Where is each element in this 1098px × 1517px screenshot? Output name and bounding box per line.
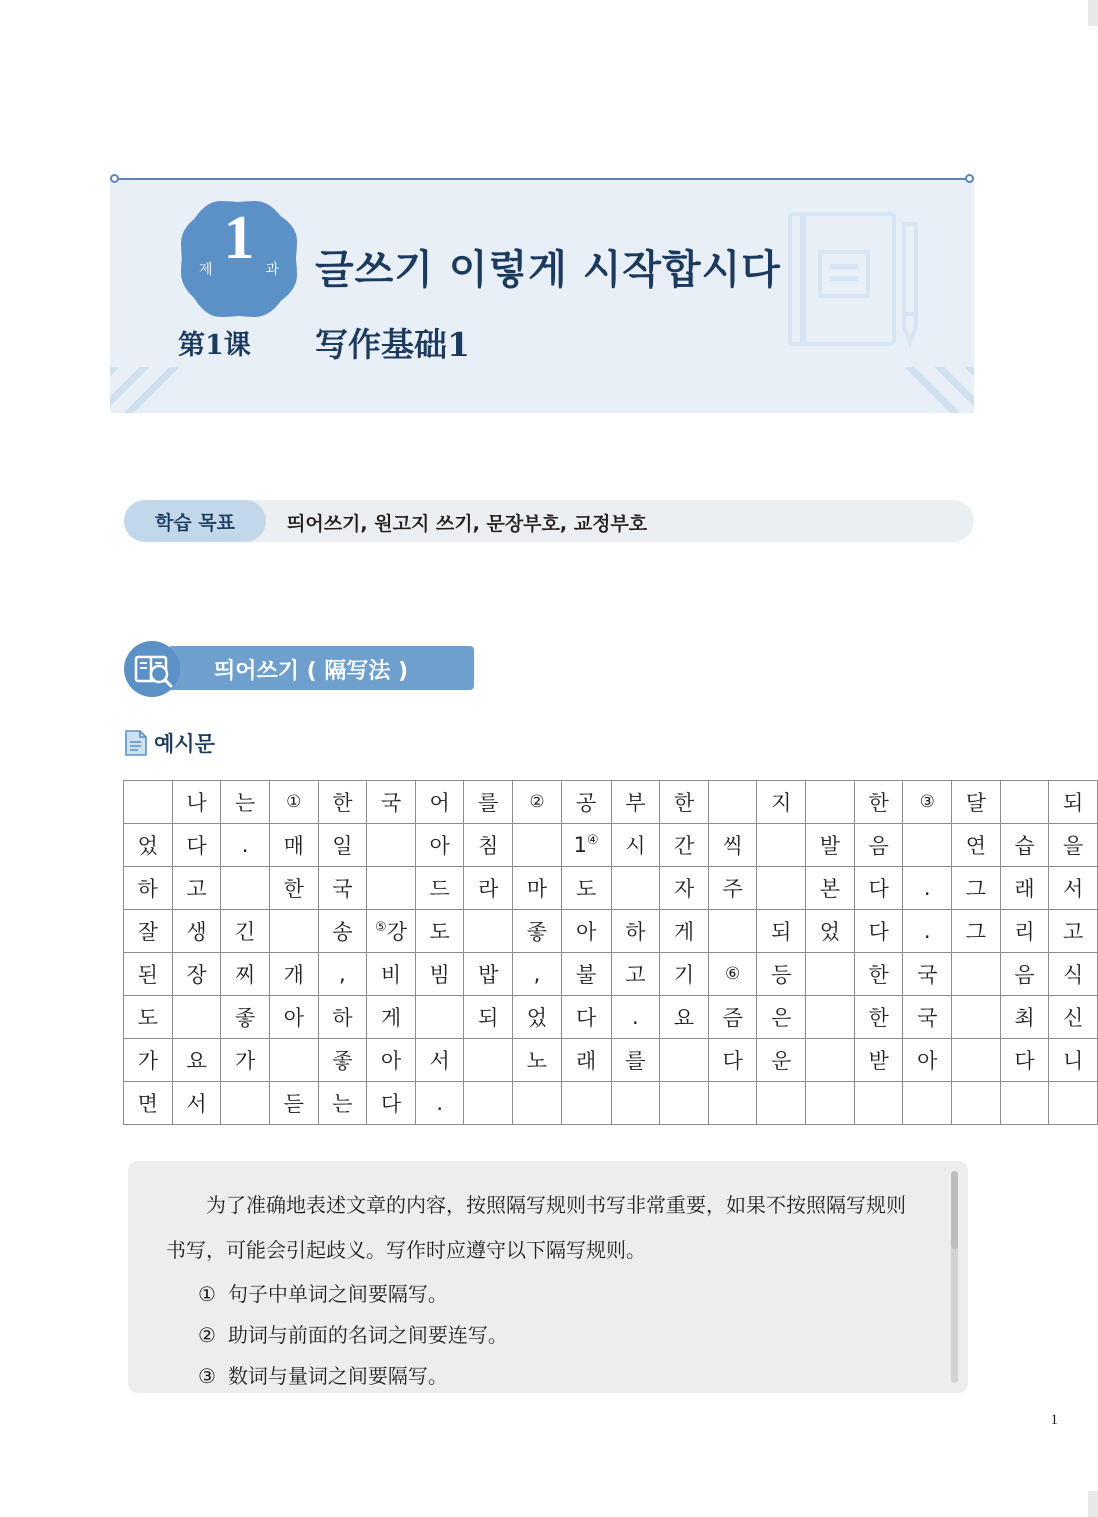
page-title: 글쓰기 이렇게 시작합시다 <box>315 247 781 293</box>
manuscript-cell[interactable]: 음 <box>854 824 903 867</box>
manuscript-cell[interactable]: 었 <box>513 996 562 1039</box>
manuscript-cell[interactable]: 잘 <box>124 910 173 953</box>
objective-text: 띄어쓰기, 원고지 쓰기, 문장부호, 교정부호 <box>287 513 648 535</box>
manuscript-cell[interactable]: 장 <box>172 953 221 996</box>
manuscript-cell[interactable]: 지 <box>757 781 806 824</box>
manuscript-cell[interactable]: 그 <box>952 910 1001 953</box>
manuscript-cell[interactable]: 하 <box>611 910 660 953</box>
manuscript-cell[interactable]: ② <box>513 781 562 824</box>
manuscript-cell[interactable] <box>464 1039 513 1082</box>
manuscript-cell[interactable]: 일 <box>318 824 367 867</box>
manuscript-cell[interactable]: . <box>903 867 952 910</box>
manuscript-cell[interactable]: 고 <box>1049 910 1098 953</box>
manuscript-cell[interactable]: 래 <box>1000 867 1049 910</box>
manuscript-cell[interactable]: 좋 <box>513 910 562 953</box>
manuscript-cell[interactable]: 되 <box>1049 781 1098 824</box>
manuscript-cell[interactable] <box>952 953 1001 996</box>
manuscript-cell[interactable] <box>221 867 270 910</box>
manuscript-cell[interactable] <box>561 1082 611 1125</box>
manuscript-cell[interactable] <box>1049 1082 1098 1125</box>
manuscript-cell[interactable]: 연 <box>952 824 1001 867</box>
manuscript-cell[interactable] <box>1000 1082 1049 1125</box>
manuscript-cell[interactable]: 비 <box>367 953 416 996</box>
manuscript-cell[interactable]: 를 <box>611 1039 660 1082</box>
manuscript-cell[interactable]: 신 <box>1049 996 1098 1039</box>
corner-ornament-right <box>896 367 974 413</box>
manuscript-cell[interactable]: 찌 <box>221 953 270 996</box>
manuscript-cell[interactable]: 부 <box>611 781 660 824</box>
lesson-banner <box>110 178 974 413</box>
manuscript-cell[interactable]: 송 <box>318 910 367 953</box>
manuscript-body <box>124 781 1098 1125</box>
manuscript-cell[interactable]: 한 <box>854 781 903 824</box>
manuscript-cell[interactable]: 나 <box>172 781 221 824</box>
manuscript-cell[interactable]: 은 <box>757 996 806 1039</box>
manuscript-cell[interactable]: . <box>221 824 270 867</box>
manuscript-cell[interactable] <box>708 1082 757 1125</box>
manuscript-cell[interactable]: 개 <box>269 953 318 996</box>
learning-objective-bar <box>124 500 974 542</box>
manuscript-cell[interactable]: 식 <box>1049 953 1098 996</box>
manuscript-cell[interactable] <box>513 824 562 867</box>
manuscript-cell[interactable]: 는 <box>221 781 270 824</box>
manuscript-cell[interactable]: 하 <box>124 867 173 910</box>
manuscript-cell[interactable] <box>952 1082 1001 1125</box>
note-rule-item <box>198 1274 938 1315</box>
manuscript-cell[interactable]: 밥 <box>464 953 513 996</box>
section-heading-label: 띄어쓰기 ( 隔写法 ) <box>214 659 409 684</box>
manuscript-cell[interactable] <box>952 1039 1001 1082</box>
manuscript-cell[interactable]: 국 <box>318 867 367 910</box>
manuscript-cell[interactable]: 다 <box>708 1039 757 1082</box>
manuscript-cell[interactable] <box>854 1082 903 1125</box>
manuscript-cell[interactable] <box>269 1039 318 1082</box>
manuscript-cell[interactable]: 국 <box>903 996 952 1039</box>
manuscript-cell[interactable]: 그 <box>952 867 1001 910</box>
manuscript-cell[interactable]: 라 <box>464 867 513 910</box>
manuscript-cell[interactable]: 듣 <box>269 1082 318 1125</box>
manuscript-row <box>124 1082 1098 1125</box>
manuscript-cell[interactable]: 달 <box>952 781 1001 824</box>
manuscript-cell[interactable]: ③ <box>903 781 952 824</box>
manuscript-cell[interactable]: 간 <box>660 824 709 867</box>
manuscript-cell[interactable]: 는 <box>318 1082 367 1125</box>
manuscript-cell[interactable] <box>806 1082 855 1125</box>
manuscript-cell[interactable]: 한 <box>269 867 318 910</box>
manuscript-cell[interactable]: 었 <box>806 910 855 953</box>
manuscript-cell[interactable]: 고 <box>172 867 221 910</box>
manuscript-cell[interactable]: 다 <box>561 996 611 1039</box>
lesson-number: 1 <box>223 204 255 272</box>
manuscript-cell[interactable]: 가 <box>221 1039 270 1082</box>
note-rule-marker: ② <box>198 1323 216 1347</box>
manuscript-cell[interactable]: 씩 <box>708 824 757 867</box>
manuscript-cell[interactable] <box>611 867 660 910</box>
manuscript-cell[interactable]: , <box>513 953 562 996</box>
manuscript-row <box>124 824 1098 867</box>
manuscript-cell[interactable]: 1④ <box>561 824 611 867</box>
manuscript-cell[interactable]: 서 <box>415 1039 464 1082</box>
manuscript-cell[interactable]: 아 <box>367 1039 416 1082</box>
manuscript-cell[interactable] <box>660 1082 709 1125</box>
manuscript-cell[interactable]: 한 <box>854 996 903 1039</box>
manuscript-cell[interactable]: 빔 <box>415 953 464 996</box>
manuscript-cell[interactable] <box>708 910 757 953</box>
banner-dot-left-icon <box>110 174 119 183</box>
manuscript-cell[interactable]: , <box>318 953 367 996</box>
manuscript-cell[interactable]: 한 <box>854 953 903 996</box>
note-rule-item <box>198 1356 938 1397</box>
note-rule-marker: ③ <box>198 1364 216 1388</box>
manuscript-cell[interactable]: 한 <box>660 781 709 824</box>
manuscript-cell[interactable]: 도 <box>415 910 464 953</box>
manuscript-row <box>124 1039 1098 1082</box>
trim-mark-bottom <box>1088 1491 1098 1517</box>
manuscript-cell[interactable]: 자 <box>660 867 709 910</box>
manuscript-cell[interactable] <box>464 910 513 953</box>
example-label-text: 예시문 <box>154 732 215 756</box>
manuscript-cell[interactable]: . <box>903 910 952 953</box>
manuscript-cell[interactable] <box>172 996 221 1039</box>
manuscript-cell[interactable]: 마 <box>513 867 562 910</box>
explanation-note <box>128 1161 968 1393</box>
manuscript-cell[interactable]: 아 <box>903 1039 952 1082</box>
page-number: 1 <box>1050 1412 1058 1428</box>
manuscript-cell[interactable] <box>903 824 952 867</box>
manuscript-cell[interactable] <box>611 1082 660 1125</box>
manuscript-grid <box>123 780 1098 1125</box>
manuscript-cell[interactable] <box>806 781 855 824</box>
manuscript-cell[interactable]: 리 <box>1000 910 1049 953</box>
badge-right-char: 과 <box>265 262 279 278</box>
document-icon <box>124 729 148 757</box>
note-scrollbar[interactable] <box>951 1171 958 1383</box>
manuscript-cell[interactable]: 도 <box>561 867 611 910</box>
manuscript-cell[interactable]: 되 <box>464 996 513 1039</box>
manuscript-cell[interactable]: 아 <box>415 824 464 867</box>
manuscript-cell[interactable]: 받 <box>854 1039 903 1082</box>
manuscript-cell[interactable]: . <box>415 1082 464 1125</box>
manuscript-cell[interactable]: 국 <box>903 953 952 996</box>
manuscript-cell[interactable] <box>660 1039 709 1082</box>
manuscript-cell[interactable]: 시 <box>611 824 660 867</box>
manuscript-cell[interactable] <box>757 1082 806 1125</box>
manuscript-cell[interactable]: 게 <box>660 910 709 953</box>
manuscript-cell[interactable]: 침 <box>464 824 513 867</box>
manuscript-cell[interactable]: 운 <box>757 1039 806 1082</box>
manuscript-cell[interactable]: 좋 <box>318 1039 367 1082</box>
manuscript-cell[interactable]: 매 <box>269 824 318 867</box>
manuscript-cell[interactable] <box>952 996 1001 1039</box>
note-paragraph <box>166 1183 924 1273</box>
manuscript-cell[interactable]: 공 <box>561 781 611 824</box>
manuscript-cell[interactable] <box>367 867 416 910</box>
manuscript-cell[interactable]: 주 <box>708 867 757 910</box>
banner-dot-right-icon <box>965 174 974 183</box>
manuscript-cell[interactable] <box>124 781 173 824</box>
manuscript-cell[interactable]: 습 <box>1000 824 1049 867</box>
manuscript-cell[interactable] <box>806 996 855 1039</box>
manuscript-cell[interactable]: 긴 <box>221 910 270 953</box>
manuscript-cell[interactable]: 요 <box>660 996 709 1039</box>
manuscript-cell[interactable] <box>708 781 757 824</box>
badge-left-char: 제 <box>199 262 213 278</box>
banner-top-rule <box>118 178 966 180</box>
manuscript-cell[interactable]: 다 <box>854 910 903 953</box>
manuscript-cell[interactable]: 발 <box>806 824 855 867</box>
manuscript-cell[interactable]: 최 <box>1000 996 1049 1039</box>
manuscript-cell[interactable]: 노 <box>513 1039 562 1082</box>
manuscript-cell[interactable] <box>757 824 806 867</box>
manuscript-cell[interactable] <box>269 910 318 953</box>
manuscript-cell[interactable]: 본 <box>806 867 855 910</box>
section-heading <box>124 641 474 697</box>
manuscript-cell[interactable]: 면 <box>124 1082 173 1125</box>
note-rule-item <box>198 1315 938 1356</box>
manuscript-cell[interactable]: . <box>611 996 660 1039</box>
book-magnifier-icon <box>124 641 180 697</box>
manuscript-cell[interactable]: ⑥ <box>708 953 757 996</box>
manuscript-cell[interactable] <box>903 1082 952 1125</box>
manuscript-cell[interactable] <box>806 1039 855 1082</box>
manuscript-table <box>123 780 1098 1125</box>
manuscript-cell[interactable]: ⑤강 <box>367 910 416 953</box>
manuscript-cell[interactable] <box>415 996 464 1039</box>
manuscript-cell[interactable]: 등 <box>757 953 806 996</box>
manuscript-cell[interactable]: 되 <box>757 910 806 953</box>
manuscript-cell[interactable]: 된 <box>124 953 173 996</box>
manuscript-cell[interactable]: 고 <box>611 953 660 996</box>
manuscript-cell[interactable]: 다 <box>367 1082 416 1125</box>
note-paragraph-text: 为了准确地表述文章的内容，按照隔写规则书写非常重要，如果不按照隔写规则书写，可能会引起歧义。写作时应遵守以下隔写规则。 <box>166 1193 906 1262</box>
manuscript-cell[interactable]: 다 <box>854 867 903 910</box>
manuscript-cell[interactable]: 기 <box>660 953 709 996</box>
manuscript-cell[interactable]: 요 <box>172 1039 221 1082</box>
example-label <box>124 728 215 758</box>
manuscript-cell[interactable]: 좋 <box>221 996 270 1039</box>
lesson-subtitle-cn: 写作基础1 <box>315 325 470 364</box>
corner-ornament-left <box>110 367 188 413</box>
note-rule-text: 数词与量词之间要隔写。 <box>227 1364 448 1388</box>
manuscript-row <box>124 953 1098 996</box>
manuscript-cell[interactable]: 하 <box>318 996 367 1039</box>
manuscript-cell[interactable]: 불 <box>561 953 611 996</box>
manuscript-cell[interactable]: 래 <box>561 1039 611 1082</box>
manuscript-cell[interactable] <box>367 824 416 867</box>
note-rule-marker: ① <box>198 1282 216 1306</box>
manuscript-row <box>124 996 1098 1039</box>
manuscript-cell[interactable] <box>513 1082 562 1125</box>
manuscript-cell[interactable]: 즘 <box>708 996 757 1039</box>
manuscript-cell[interactable]: 서 <box>172 1082 221 1125</box>
manuscript-cell[interactable]: 게 <box>367 996 416 1039</box>
note-rule-list <box>198 1274 938 1397</box>
manuscript-row <box>124 867 1098 910</box>
manuscript-cell[interactable]: 아 <box>269 996 318 1039</box>
manuscript-cell[interactable] <box>1000 781 1049 824</box>
manuscript-cell[interactable]: 아 <box>561 910 611 953</box>
manuscript-cell[interactable]: 드 <box>415 867 464 910</box>
manuscript-cell[interactable] <box>221 1082 270 1125</box>
manuscript-cell[interactable]: 을 <box>1049 824 1098 867</box>
manuscript-cell[interactable]: 다 <box>172 824 221 867</box>
manuscript-cell[interactable] <box>464 1082 513 1125</box>
trim-mark-top <box>1088 0 1098 26</box>
manuscript-cell[interactable]: ① <box>269 781 318 824</box>
manuscript-cell[interactable]: 음 <box>1000 953 1049 996</box>
note-rule-text: 助词与前面的名词之间要连写。 <box>227 1323 508 1347</box>
manuscript-cell[interactable] <box>806 953 855 996</box>
manuscript-cell[interactable]: 가 <box>124 1039 173 1082</box>
manuscript-cell[interactable]: 었 <box>124 824 173 867</box>
manuscript-cell[interactable]: 도 <box>124 996 173 1039</box>
manuscript-cell[interactable]: 생 <box>172 910 221 953</box>
notebook-pencil-icon <box>784 206 924 356</box>
manuscript-cell[interactable]: 니 <box>1049 1039 1098 1082</box>
lesson-label-cn: 第1课 <box>178 330 251 361</box>
manuscript-cell[interactable]: 를 <box>464 781 513 824</box>
manuscript-cell[interactable]: 한 <box>318 781 367 824</box>
objective-tag: 학습 목표 <box>124 500 266 542</box>
manuscript-cell[interactable] <box>757 867 806 910</box>
manuscript-row <box>124 781 1098 824</box>
manuscript-cell[interactable]: 다 <box>1000 1039 1049 1082</box>
manuscript-row <box>124 910 1098 953</box>
manuscript-cell[interactable]: 서 <box>1049 867 1098 910</box>
lesson-number-badge <box>173 193 305 325</box>
manuscript-cell[interactable]: 어 <box>415 781 464 824</box>
note-rule-text: 句子中单词之间要隔写。 <box>227 1282 448 1306</box>
manuscript-cell[interactable]: 국 <box>367 781 416 824</box>
